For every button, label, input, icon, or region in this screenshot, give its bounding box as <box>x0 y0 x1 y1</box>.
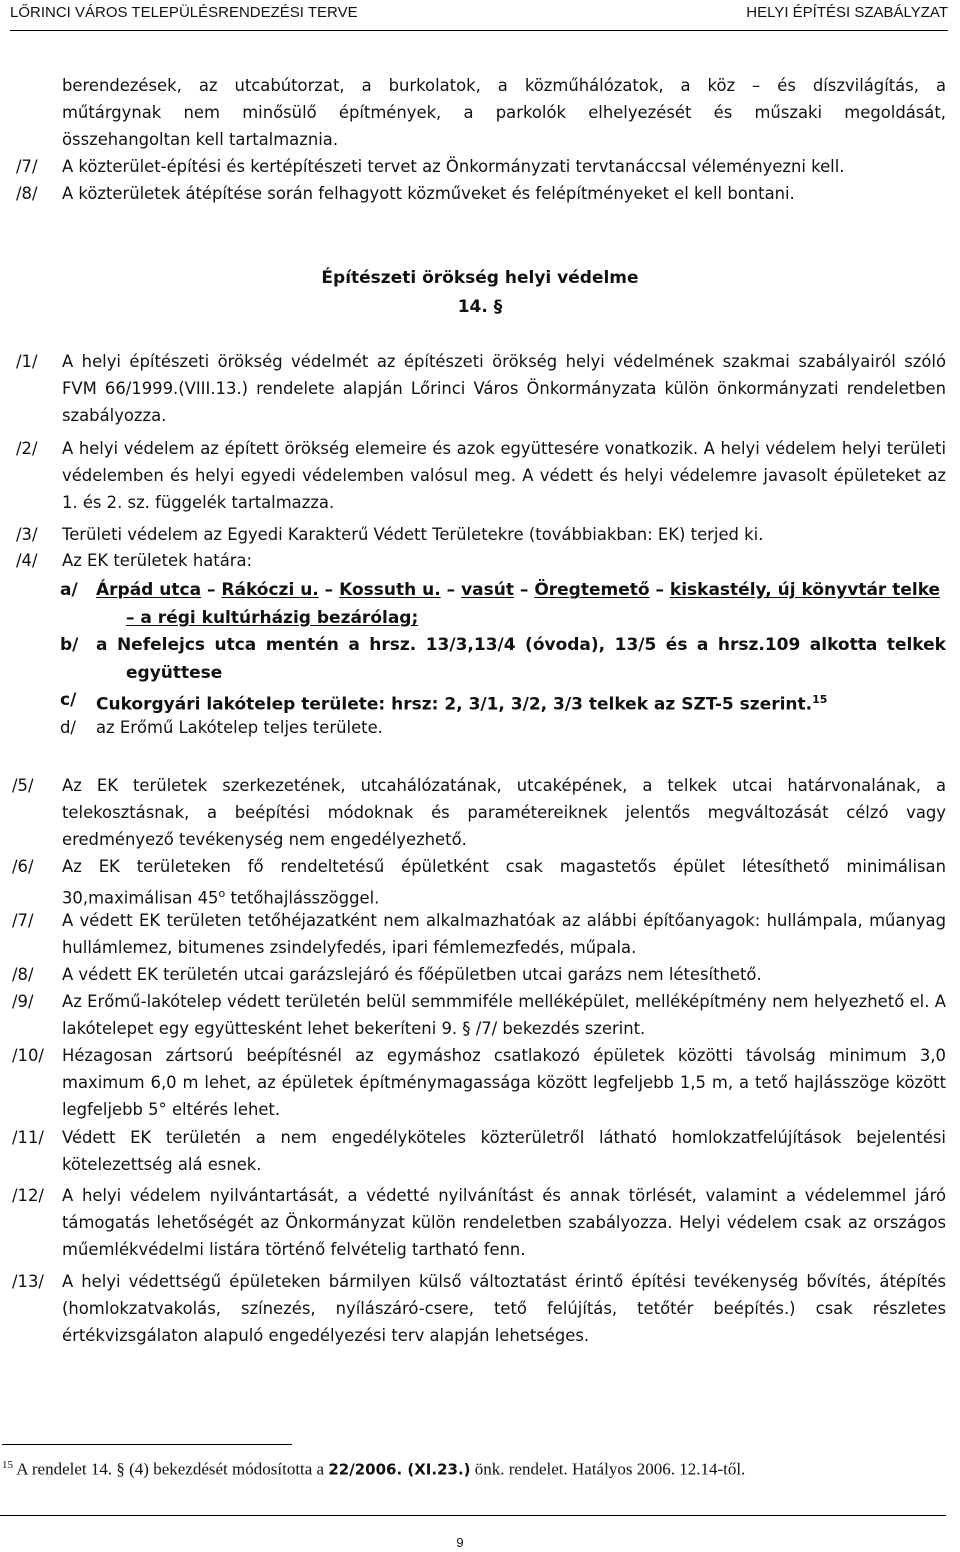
footnote-reference[interactable]: 15 <box>812 693 828 706</box>
paragraph-item <box>12 988 946 1042</box>
paragraph-text: Az EK területek szerkezetének, utcahálózatának, utcaképének, a telkek utcai határvonalának, a telekosztásnak, a beépítési módoknak és paramétereiknek jelentős megváltozását célzó vagy eredményező tevékenység nem engedélyezhető. <box>62 776 946 849</box>
paragraph-item <box>12 1268 946 1349</box>
page-number: 9 <box>456 1535 464 1550</box>
paragraph-text: Hézagosan zártsorú beépítésnél az egymáshoz csatlakozó épületek közötti távolság minimum 3,0 maximum 6,0 m lehet, az épületek építménymagassága között legfeljebb 1,5 m, a tető hajlásszöge között legfeljebb 5° eltérés lehet. <box>62 1046 946 1119</box>
street-segment: vasút <box>461 580 514 600</box>
paragraph-text: Védett EK területén a nem engedélyköteles közterületről látható homlokzatfelújítások bejelentési kötelezettség alá esnek. <box>62 1128 946 1174</box>
subitem-a <box>60 576 946 632</box>
paragraph-item <box>16 547 946 574</box>
street-segment: Rákóczi u. <box>221 580 319 600</box>
paragraph-number: /8/ <box>12 965 34 984</box>
street-segment: Árpád utca <box>96 580 202 600</box>
paragraph-text: A közterület-építési és kertépítészeti tervet az Önkormányzati tervtanáccsal véleményezni kell. <box>62 157 845 176</box>
subitem-text: az Erőmű Lakótelep teljes területe. <box>96 718 383 737</box>
paragraph-text <box>62 853 946 911</box>
paragraph-text: Az Erőmű-lakótelep védett területén belül semmmiféle melléképület, melléképítmény nem helyezhető el. A lakótelepet egy együttesként lehet bekeríteni 9. § /7/ bekezdés szerint. <box>62 992 946 1038</box>
continued-line-2: műtárgynak nem minősülő építmények, a parkolók elhelyezését és műszaki megoldását, <box>62 103 946 122</box>
paragraph-item <box>16 348 946 429</box>
paragraph-text-part: Az EK területeken fő rendeltetésű épületként csak magastetős épület létesíthető minimálisan 30,maximálisan 45 <box>62 857 946 908</box>
paragraph-text: A helyi védettségű épületeken bármilyen külső változtatást érintő építési tevékenység bővítés, átépítés (homlokzatvakolás, színezés, nyílászáró-csere, tető felújítás, tetőtér beépítés.) csak részletes értékvizsgálaton alapuló engedélyezési terv alapján lehetséges. <box>62 1272 946 1345</box>
continued-line-1: berendezések, az utcabútorzat, a burkolatok, a közműhálózatok, a köz – és díszvilágítás, a <box>62 76 946 95</box>
paragraph-item <box>12 1042 946 1123</box>
subitem-label: a/ <box>60 580 78 600</box>
section-number: 14. § <box>457 297 503 317</box>
paragraph-item <box>12 961 946 988</box>
paragraph-number: /7/ <box>12 911 34 930</box>
footnote-text: A rendelet 14. § (4) bekezdését módosította a <box>13 1459 329 1479</box>
degree-mark: o <box>218 887 226 900</box>
paragraph-number: /3/ <box>16 525 38 544</box>
paragraph-text: A helyi védelem nyilvántartását, a védetté nyilvánítást és annak törlését, valamint a védelemmel járó támogatás lehetőségét az Önkormányzat külön rendeletben szabályozza. Helyi védelem csak az országos műemlékvédelmi listára történő felvételig tartható fenn. <box>62 1186 946 1259</box>
paragraph-item <box>16 180 946 207</box>
section-title: Építészeti örökség helyi védelme <box>321 268 639 288</box>
dash-separator: – <box>440 580 462 600</box>
subitem-label: b/ <box>60 635 79 655</box>
header-section-title: HELYI ÉPÍTÉSI SZABÁLYZAT <box>746 4 948 21</box>
paragraph-number: /1/ <box>16 352 38 371</box>
footer-rule <box>0 1515 946 1516</box>
paragraph-item <box>16 435 946 516</box>
page-header <box>10 0 948 31</box>
paragraph-number: /13/ <box>12 1272 44 1291</box>
paragraph-item <box>12 1182 946 1263</box>
paragraph-text: Területi védelem az Egyedi Karakterű Védett Területekre (továbbiakban: EK) terjed ki. <box>62 525 764 544</box>
paragraph-number: /12/ <box>12 1186 44 1205</box>
footnote-number: 15 <box>2 1459 13 1471</box>
dash-separator: – <box>201 580 222 600</box>
paragraph-text: A védett EK területén utcai garázslejáró és főépületben utcai garázs nem létesíthető. <box>62 965 762 984</box>
continued-line-3: összehangoltan kell tartalmaznia. <box>62 130 339 149</box>
street-segment: Öregtemető <box>534 580 650 600</box>
footnote-text: önk. rendelet. Hatályos 2006. 12.14-től. <box>470 1459 746 1479</box>
paragraph-number: /6/ <box>12 857 34 876</box>
paragraph-number: /8/ <box>16 184 38 203</box>
subitem-line: együttese <box>126 663 223 683</box>
subitem-b <box>60 631 946 687</box>
subitem-line <box>96 576 946 604</box>
paragraph-number: /4/ <box>16 551 38 570</box>
paragraph-item <box>12 772 946 853</box>
paragraph-number: /9/ <box>12 992 34 1011</box>
dash-separator: – <box>318 580 340 600</box>
continued-paragraph <box>62 72 946 153</box>
paragraph-number: /7/ <box>16 157 38 176</box>
paragraph-text: A helyi védelem az épített örökség elemeire és azok együttesére vonatkozik. A helyi védelem helyi területi védelemben és helyi egyedi védelemben valósul meg. A védett és helyi védelemre javasolt épületeket az 1. és 2. sz. függelék tartalmazza. <box>62 439 946 512</box>
paragraph-item <box>12 853 946 907</box>
paragraph-text: A közterületek átépítése során felhagyott közműveket és felépítményeket el kell bontani. <box>62 184 795 203</box>
paragraph-item <box>12 1124 946 1178</box>
subitem-line: a Nefelejcs utca mentén a hrsz. 13/3,13/4 (óvoda), 13/5 és a hrsz.109 alkotta telkek <box>96 635 946 655</box>
paragraph-text: Az EK területek határa: <box>62 551 253 570</box>
paragraph-item <box>16 153 946 180</box>
subitem-label: d/ <box>60 718 76 737</box>
footnote <box>2 1459 745 1480</box>
subitem-line <box>126 604 418 632</box>
street-segment: – a régi kultúrházig bezárólag; <box>126 608 419 628</box>
subitem-d <box>60 714 946 742</box>
paragraph-number: /5/ <box>12 776 34 795</box>
dash-separator: – <box>649 580 670 600</box>
paragraph-text: A védett EK területen tetőhéjazatként nem alkalmazhatóak az alábbi építőanyagok: hullámpala, műanyag hullámlemez, bitumenes zsindelyfedés, ipari fémlemezfedés, műpala. <box>62 911 946 957</box>
paragraph-number: /2/ <box>16 439 38 458</box>
paragraph-item <box>12 907 946 961</box>
footnote-decree-reference: 22/2006. (XI.23.) <box>328 1460 471 1479</box>
street-segment: Kossuth u. <box>339 580 441 600</box>
paragraph-text-part: tetőhajlásszöggel. <box>225 888 380 908</box>
paragraph-number: /11/ <box>12 1128 44 1147</box>
dash-separator: – <box>513 580 535 600</box>
subitem-label: c/ <box>60 690 77 710</box>
subitem-c <box>60 686 946 714</box>
header-document-title: LŐRINCI VÁROS TELEPÜLÉSRENDEZÉSI TERVE <box>10 4 358 21</box>
paragraph-text: A helyi építészeti örökség védelmét az építészeti örökség helyi védelmének szakmai szabályairól szóló FVM 66/1999.(VIII.13.) rendelete alapján Lőrinci Város Önkormányzata külön önkormányzati rendeletben szabályozza. <box>62 352 946 425</box>
paragraph-item <box>16 521 946 548</box>
paragraph-number: /10/ <box>12 1046 44 1065</box>
footnote-separator <box>2 1444 292 1445</box>
street-segment: kiskastély, új könyvtár telke <box>669 580 941 600</box>
subitem-text: Cukorgyári lakótelep területe: hrsz: 2, 3/1, 3/2, 3/3 telkek az SZT-5 szerint. <box>96 694 813 715</box>
